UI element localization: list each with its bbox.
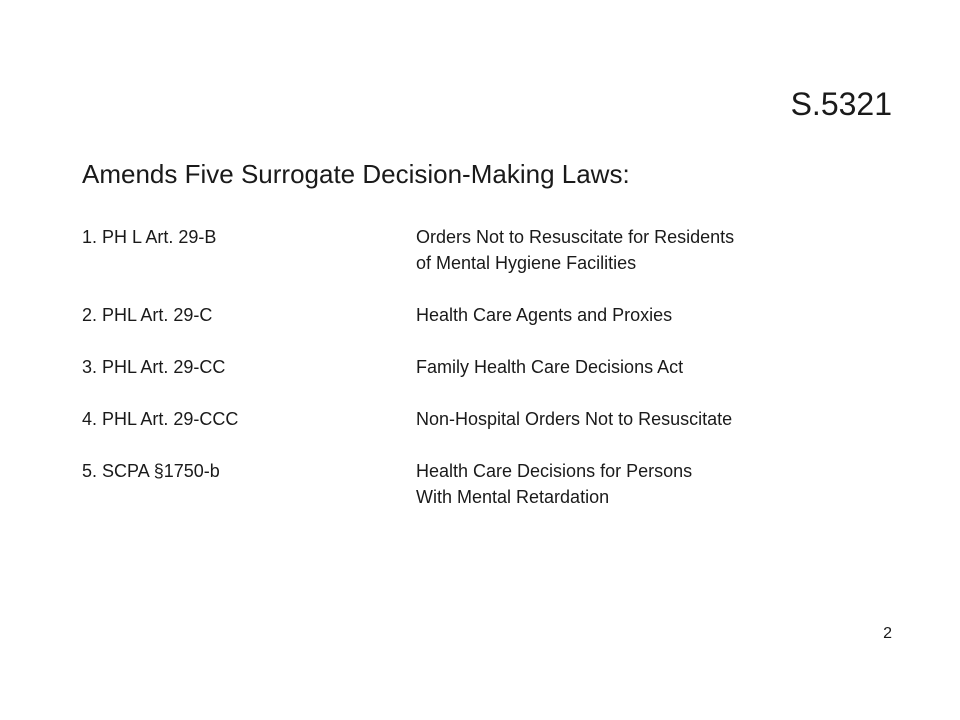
law-list	[82, 224, 902, 536]
law-description-line: With Mental Retardation	[416, 487, 610, 507]
page-number: 2	[883, 625, 892, 642]
law-description-line: of Mental Hygiene Facilities	[416, 253, 637, 273]
law-description-line: Health Care Agents and Proxies	[416, 305, 673, 325]
law-description-line: Non-Hospital Orders Not to Resuscitate	[416, 409, 733, 429]
law-item-4	[82, 406, 902, 432]
law-description	[416, 406, 902, 432]
law-citation: 2. PHL Art. 29-C	[82, 305, 213, 325]
law-description-line: Orders Not to Resuscitate for Residents	[416, 227, 735, 247]
law-description-line: Family Health Care Decisions Act	[416, 357, 684, 377]
law-description	[416, 458, 902, 510]
law-description	[416, 224, 902, 276]
law-item-1	[82, 224, 902, 276]
law-citation: 3. PHL Art. 29-CC	[82, 357, 226, 377]
law-description-line: Health Care Decisions for Persons	[416, 461, 693, 481]
law-citation: 5. SCPA §1750-b	[82, 461, 220, 481]
law-description	[416, 302, 902, 328]
law-citation: 1. PH L Art. 29-B	[82, 227, 217, 247]
law-item-2	[82, 302, 902, 328]
law-item-3	[82, 354, 902, 380]
law-citation: 4. PHL Art. 29-CCC	[82, 409, 239, 429]
law-item-5	[82, 458, 902, 510]
law-description	[416, 354, 902, 380]
bill-number: S.5321	[790, 86, 892, 122]
slide-heading: Amends Five Surrogate Decision-Making Laws:	[82, 159, 630, 189]
